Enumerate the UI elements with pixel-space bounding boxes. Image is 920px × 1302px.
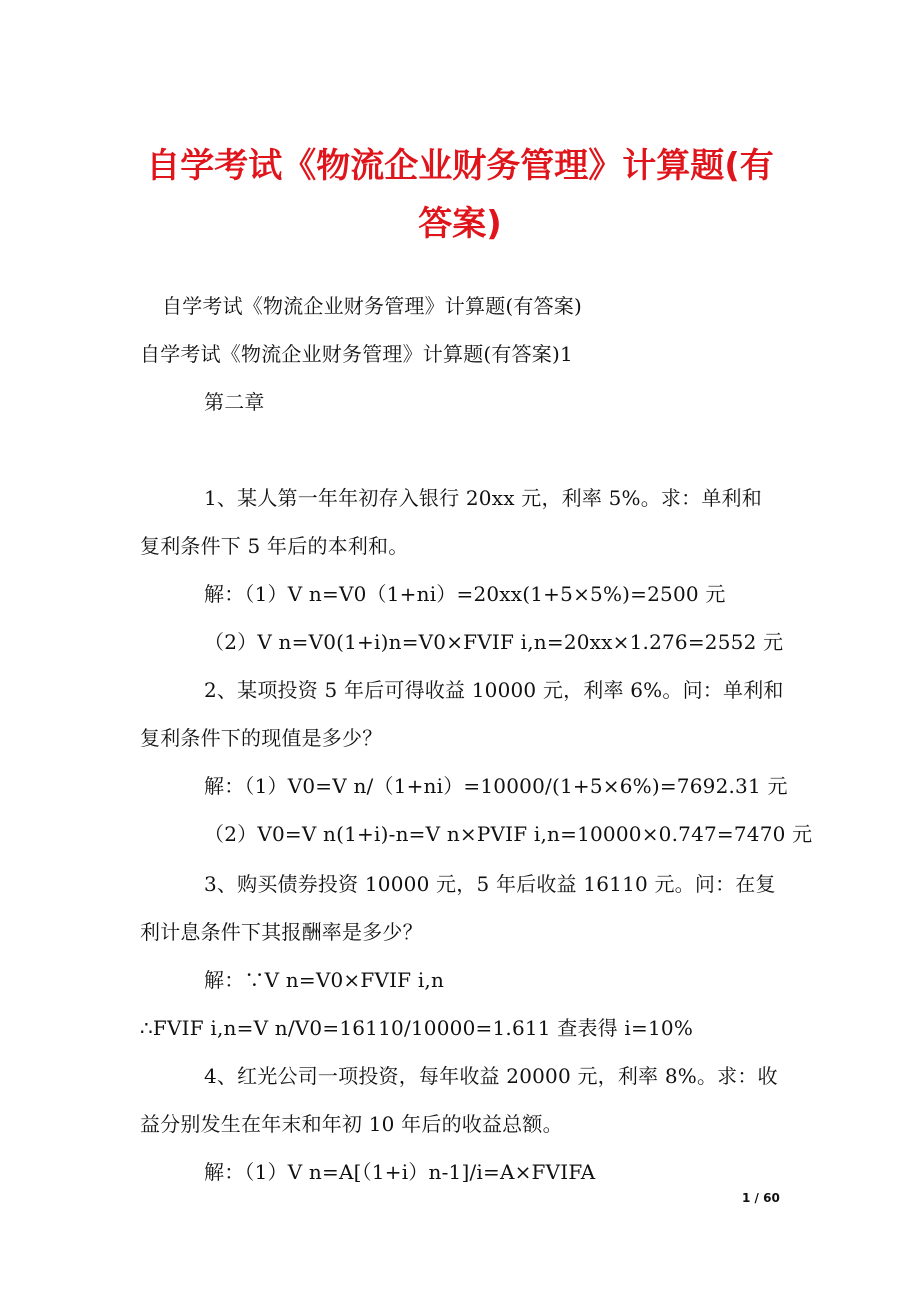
subtitle-paragraph: 自学考试《物流企业财务管理》计算题(有答案)1 <box>140 342 573 366</box>
page-number: 1 / 60 <box>742 1191 780 1205</box>
question-3-line-1: 3、购买债券投资 10000 元，5 年后收益 16110 元。问：在复 <box>204 872 776 896</box>
question-2-solution-2: （2）V0=V n(1+i)-n=V n×PVIF i,n=10000×0.747=7470 元 <box>204 822 813 846</box>
question-2-line-1: 2、某项投资 5 年后可得收益 10000 元，利率 6%。问：单利和 <box>204 678 784 702</box>
question-4-line-2: 益分别发生在年末和年初 10 年后的收益总额。 <box>140 1112 563 1136</box>
question-1-line-2: 复利条件下 5 年后的本利和。 <box>140 534 409 558</box>
question-1-solution-1: 解：（1）V n=V0（1+ni）=20xx(1+5×5%)=2500 元 <box>204 582 726 606</box>
question-1-solution-2: （2）V n=V0(1+i)n=V0×FVIF i,n=20xx×1.276=2552 元 <box>204 630 784 654</box>
question-4-line-1: 4、红光公司一项投资，每年收益 20000 元，利率 8%。求：收 <box>204 1064 778 1088</box>
intro-paragraph: 自学考试《物流企业财务管理》计算题(有答案) <box>162 294 583 318</box>
question-2-solution-1: 解：（1）V0=V n/（1+ni）=10000/(1+5×6%)=7692.31 元 <box>204 774 788 798</box>
question-1-line-1: 1、某人第一年年初存入银行 20xx 元，利率 5%。求：单利和 <box>204 486 762 510</box>
document-title-line-1: 自学考试《物流企业财务管理》计算题(有 <box>146 146 774 186</box>
document-title-line-2: 答案) <box>418 204 502 244</box>
question-3-solution-1: 解：∵V n=V0×FVIF i,n <box>204 968 445 992</box>
question-3-solution-2: ∴FVIF i,n=V n/V0=16110/10000=1.611 查表得 i=10% <box>140 1016 694 1040</box>
question-2-line-2: 复利条件下的现值是多少？ <box>140 726 383 750</box>
chapter-heading: 第二章 <box>204 390 265 414</box>
question-3-line-2: 利计息条件下其报酬率是多少？ <box>140 920 423 944</box>
question-4-solution-1: 解：（1）V n=A[（1+i）n-1]/i=A×FVIFA <box>204 1160 596 1184</box>
